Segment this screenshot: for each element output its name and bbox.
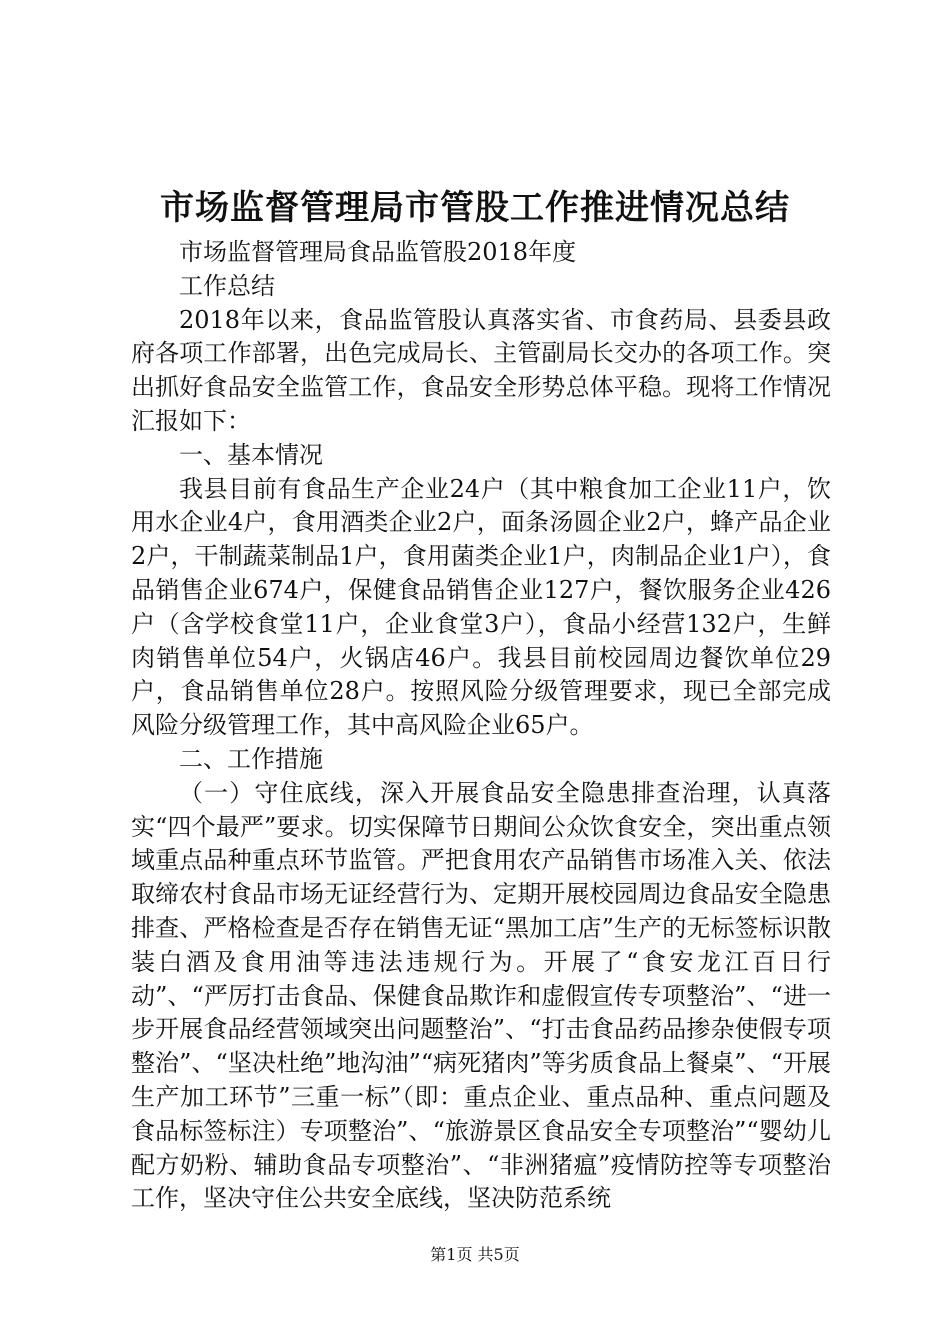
page-footer: 第1页 共5页	[430, 1245, 520, 1264]
document-title: 市场监督管理局市管股工作推进情况总结	[160, 188, 790, 228]
section-heading: 一、基本情况	[179, 440, 323, 469]
document-body	[131, 236, 831, 1216]
body-paragraph: （一）守住底线，深入开展食品安全隐患排查治理，认真落实“四个最严”要求。切实保障节日期间公众饮食安全，突出重点领域重点品种重点环节监管。严把食用农产品销售市场准入关、依法取缔农村食品市场无证经营行为、定期开展校园周边食品安全隐患排查、严格检查是否存在销售无证“黑加工店”生产的无标签标识散装白酒及食用油等违法违规行为。开展了“食安龙江百日行动”、“严厉打击食品、保健食品欺诈和虚假宣传专项整治”、“进一步开展食品经营领域突出问题整治”、“打击食品药品掺杂使假专项整治”、“坚决杜绝”地沟油”“病死猪肉”等劣质食品上餐桌”、“开展生产加工环节”三重一标”（即：重点企业、重点品种、重点问题及食品标签标注）专项整治”、“旅游景区食品安全专项整治”“婴幼儿配方奶粉、辅助食品专项整治”、“非洲猪瘟”疫情防控等专项整治工作，坚决守住公共安全底线，坚决防范系统	[131, 778, 831, 1213]
section-heading: 二、工作措施	[179, 744, 323, 773]
body-paragraph: 2018年以来，食品监管股认真落实省、市食药局、县委县政府各项工作部署，出色完成局长、主管副局长交办的各项工作。突出抓好食品安全监管工作，食品安全形势总体平稳。现将工作情况汇报如下：	[131, 305, 831, 435]
subtitle-line: 工作总结	[179, 271, 275, 300]
body-paragraph: 我县目前有食品生产企业24户（其中粮食加工企业11户，饮用水企业4户，食用酒类企业2户，面条汤圆企业2户，蜂产品企业2户，干制蔬菜制品1户，食用菌类企业1户，肉制品企业1户），食品销售企业674户，保健食品销售企业127户，餐饮服务企业426户（含学校食堂11户，企业食堂3户），食品小经营132户，生鲜肉销售单位54户，火锅店46户。我县目前校园周边餐饮单位29户，食品销售单位28户。按照风险分级管理要求，现已全部完成风险分级管理工作，其中高风险企业65户。	[131, 474, 831, 740]
subtitle-line: 市场监督管理局食品监管股2018年度	[179, 238, 577, 266]
